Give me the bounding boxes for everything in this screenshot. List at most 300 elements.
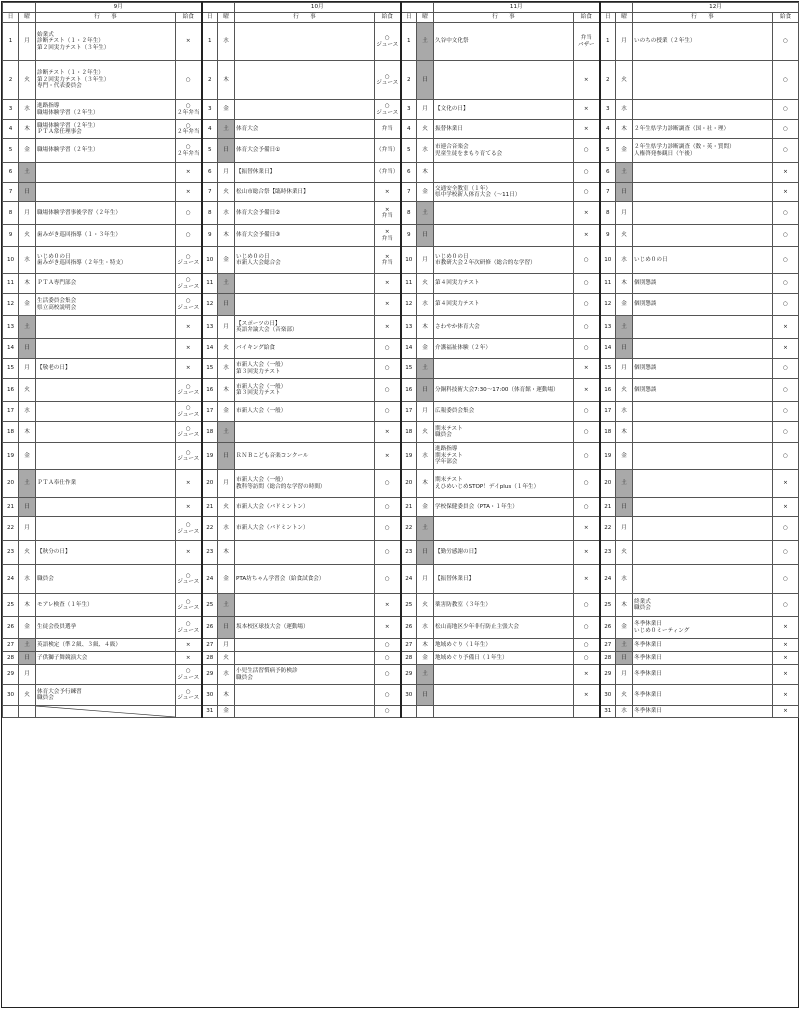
- day-number: 11: [401, 274, 417, 294]
- event-cell: ＰＴＡ奉仕作業: [36, 470, 176, 498]
- day-column-header: 日: [3, 13, 19, 23]
- day-number: 25: [202, 594, 218, 617]
- meal-cell: ○ ジュース: [176, 685, 202, 706]
- day-number: 22: [600, 517, 616, 541]
- event-cell: 冬季休業日: [633, 665, 773, 685]
- meal-cell: ○: [375, 685, 401, 706]
- day-number: 8: [600, 202, 616, 225]
- day-number: 11: [600, 274, 616, 294]
- meal-cell: ○: [375, 565, 401, 594]
- day-number: 15: [3, 359, 19, 379]
- weekday-cell: 金: [417, 498, 434, 517]
- weekday-cell: 金: [218, 247, 235, 274]
- calendar-row: [3, 470, 799, 498]
- calendar-row: [3, 685, 799, 706]
- weekday-cell: 土: [417, 359, 434, 379]
- meal-cell: ○: [773, 541, 799, 565]
- meal-cell: ○: [375, 706, 401, 718]
- event-cell: 薬害防教室（３年生）: [434, 594, 574, 617]
- calendar-row: [3, 339, 799, 359]
- event-cell: 【秋分の日】: [36, 541, 176, 565]
- month-header-dec: 12月: [633, 3, 799, 13]
- weekday-cell: 水: [218, 665, 235, 685]
- event-cell: 【文化の日】: [434, 100, 574, 120]
- weekday-cell: 木: [417, 163, 434, 183]
- event-cell: 個別懇談: [633, 359, 773, 379]
- event-cell: 体育大会: [235, 120, 375, 139]
- weekday-cell: 日: [19, 339, 36, 359]
- meal-cell: ×: [574, 100, 600, 120]
- event-cell: 【敬老の日】: [36, 359, 176, 379]
- event-cell: [36, 665, 176, 685]
- day-number: 11: [202, 274, 218, 294]
- day-number: 26: [401, 617, 417, 639]
- event-cell: 第４回実力テスト: [434, 274, 574, 294]
- event-cell: 市新人大会（バドミントン）: [235, 517, 375, 541]
- day-number: 29: [401, 665, 417, 685]
- day-number: 8: [401, 202, 417, 225]
- weekday-cell: 日: [218, 294, 235, 316]
- meal-cell: ○ ジュース: [176, 379, 202, 402]
- day-number: 21: [401, 498, 417, 517]
- meal-cell: ○ ジュース: [176, 274, 202, 294]
- weekday-cell: 日: [417, 379, 434, 402]
- weekday-cell: 日: [218, 139, 235, 163]
- weekday-cell: 木: [616, 422, 633, 443]
- day-number: 27: [401, 639, 417, 652]
- event-cell: 【振替休業日】: [434, 565, 574, 594]
- meal-cell: ○: [773, 225, 799, 247]
- event-cell: 市新人大会（一般） 教科等訪問（総合的な学習の時間）: [235, 470, 375, 498]
- event-cell: [235, 61, 375, 100]
- event-column-header: 行 事: [633, 13, 773, 23]
- meal-cell: ○: [574, 316, 600, 339]
- calendar-row: [3, 316, 799, 339]
- weekday-cell: 土: [218, 594, 235, 617]
- meal-cell: ×: [574, 359, 600, 379]
- event-cell: 職場体験学習（２年生） ＰＴＡ常任理事会: [36, 120, 176, 139]
- weekday-cell: 土: [19, 470, 36, 498]
- day-number: 6: [401, 163, 417, 183]
- meal-cell: ×: [773, 183, 799, 202]
- meal-cell: ×: [574, 665, 600, 685]
- weekday-cell: 火: [218, 652, 235, 665]
- event-cell: 歯みがき巡回指導（１・３年生）: [36, 225, 176, 247]
- weekday-cell: 月: [616, 359, 633, 379]
- weekday-cell: 木: [218, 379, 235, 402]
- event-cell: 振替休業日: [434, 120, 574, 139]
- meal-cell: ×: [176, 541, 202, 565]
- weekday-cell: 土: [417, 665, 434, 685]
- meal-cell: ×: [773, 706, 799, 718]
- meal-cell: ×: [176, 359, 202, 379]
- meal-cell: ○ ジュース: [176, 294, 202, 316]
- event-cell: [434, 685, 574, 706]
- event-cell: [36, 402, 176, 422]
- meal-cell: ○: [574, 163, 600, 183]
- weekday-cell: 土: [616, 163, 633, 183]
- event-cell: ２年生県学力診断調査（国・社・理）: [633, 120, 773, 139]
- meal-cell: ×: [773, 639, 799, 652]
- column-header-row: [3, 13, 799, 23]
- event-column-header: 行 事: [36, 13, 176, 23]
- meal-column-header: 給食: [773, 13, 799, 23]
- weekday-cell: 水: [218, 359, 235, 379]
- event-cell: [633, 225, 773, 247]
- meal-cell: ×: [176, 470, 202, 498]
- meal-cell: ○: [574, 339, 600, 359]
- weekday-cell: 月: [19, 23, 36, 61]
- meal-cell: ×: [375, 316, 401, 339]
- event-cell: 市新人大会（一般）: [235, 402, 375, 422]
- event-cell: 子供獅子舞競演大会: [36, 652, 176, 665]
- day-number: 23: [3, 541, 19, 565]
- event-cell: [633, 202, 773, 225]
- weekday-cell: [417, 706, 434, 718]
- event-cell: 冬季休業日: [633, 706, 773, 718]
- day-number: 3: [202, 100, 218, 120]
- calendar-row: [3, 139, 799, 163]
- meal-cell: ×: [375, 443, 401, 470]
- event-cell: 小児生活習慣病予防検診 職員会: [235, 665, 375, 685]
- weekday-cell: 月: [616, 665, 633, 685]
- day-number: 9: [202, 225, 218, 247]
- calendar-row: [3, 379, 799, 402]
- day-number: 3: [401, 100, 417, 120]
- calendar-row: [3, 247, 799, 274]
- event-cell: 市連合音楽会 児童生徒をまもり育てる会: [434, 139, 574, 163]
- weekday-cell: 木: [218, 225, 235, 247]
- event-cell: [235, 706, 375, 718]
- meal-cell: ×: [574, 517, 600, 541]
- event-cell: 生徒会役員選挙: [36, 617, 176, 639]
- event-cell: [235, 541, 375, 565]
- event-cell: [434, 61, 574, 100]
- day-number: 5: [3, 139, 19, 163]
- weekday-cell: 木: [218, 541, 235, 565]
- day-number: 12: [202, 294, 218, 316]
- day-number: 21: [3, 498, 19, 517]
- day-number: 28: [3, 652, 19, 665]
- meal-cell: ×: [773, 163, 799, 183]
- weekday-cell: [19, 706, 36, 718]
- weekday-cell: 日: [616, 183, 633, 202]
- meal-cell: ×: [574, 379, 600, 402]
- weekday-cell: 金: [19, 443, 36, 470]
- day-number: 16: [3, 379, 19, 402]
- meal-cell: ○: [375, 359, 401, 379]
- event-cell: 英語検定（準２級、３級、４級）: [36, 639, 176, 652]
- weekday-cell: 月: [19, 202, 36, 225]
- meal-cell: ×: [574, 685, 600, 706]
- day-number: 17: [3, 402, 19, 422]
- day-number: 6: [202, 163, 218, 183]
- day-number: 19: [401, 443, 417, 470]
- meal-cell: ○ ジュース: [176, 422, 202, 443]
- weekday-cell: 土: [616, 639, 633, 652]
- meal-cell: ×: [375, 294, 401, 316]
- event-cell: [235, 100, 375, 120]
- event-cell: いじめ０の日 市教研大会２年次研修（総合的な学習）: [434, 247, 574, 274]
- meal-cell: （弁当）: [375, 163, 401, 183]
- event-cell: 生活委員会集会 県立高校説明会: [36, 294, 176, 316]
- weekday-cell: 金: [19, 294, 36, 316]
- weekday-cell: 木: [19, 274, 36, 294]
- calendar-row: [3, 706, 799, 718]
- weekday-column-header: 曜: [417, 13, 434, 23]
- calendar-row: [3, 61, 799, 100]
- event-cell: 市新人大会（一般） 第３回実力テスト: [235, 359, 375, 379]
- meal-cell: ○: [773, 565, 799, 594]
- meal-cell: ○: [574, 294, 600, 316]
- weekday-cell: 月: [19, 517, 36, 541]
- event-cell: 期末テスト 職員会: [434, 422, 574, 443]
- day-column-header: 日: [600, 13, 616, 23]
- weekday-cell: 水: [417, 294, 434, 316]
- weekday-cell: 日: [417, 225, 434, 247]
- meal-cell: ○: [574, 617, 600, 639]
- weekday-cell: 火: [616, 685, 633, 706]
- meal-cell: ○ ２年弁当: [176, 139, 202, 163]
- event-cell: 市新人大会（一般） 第３回実力テスト: [235, 379, 375, 402]
- weekday-cell: 月: [417, 402, 434, 422]
- weekday-cell: 金: [19, 617, 36, 639]
- weekday-cell: 水: [417, 443, 434, 470]
- weekday-column-header: 曜: [218, 13, 235, 23]
- event-cell: [36, 443, 176, 470]
- day-number: 16: [401, 379, 417, 402]
- day-number: 24: [600, 565, 616, 594]
- meal-cell: ×: [176, 183, 202, 202]
- event-cell: 個別懇談: [633, 379, 773, 402]
- meal-cell: ○ ２年弁当: [176, 120, 202, 139]
- meal-cell: ○: [773, 443, 799, 470]
- weekday-cell: 金: [417, 339, 434, 359]
- meal-cell: ×: [375, 617, 401, 639]
- weekday-cell: 金: [19, 139, 36, 163]
- event-cell: [633, 498, 773, 517]
- event-cell: [434, 706, 574, 718]
- meal-cell: ○ ジュース: [176, 443, 202, 470]
- day-number: 15: [202, 359, 218, 379]
- calendar-row: [3, 594, 799, 617]
- meal-cell: × 弁当: [375, 247, 401, 274]
- day-number: 7: [3, 183, 19, 202]
- weekday-cell: 火: [19, 685, 36, 706]
- meal-cell: ○: [574, 402, 600, 422]
- weekday-cell: 水: [218, 23, 235, 61]
- weekday-cell: 月: [616, 202, 633, 225]
- meal-cell: ×: [574, 225, 600, 247]
- weekday-cell: 金: [616, 294, 633, 316]
- calendar-row: [3, 665, 799, 685]
- weekday-cell: 木: [218, 685, 235, 706]
- weekday-cell: 木: [19, 422, 36, 443]
- event-cell: [434, 163, 574, 183]
- weekday-cell: 月: [218, 639, 235, 652]
- meal-cell: ○: [574, 274, 600, 294]
- meal-cell: （弁当）: [375, 139, 401, 163]
- meal-cell: ×: [375, 183, 401, 202]
- day-number: 22: [3, 517, 19, 541]
- day-number: 28: [401, 652, 417, 665]
- weekday-cell: 木: [417, 639, 434, 652]
- weekday-cell: 日: [19, 183, 36, 202]
- meal-cell: ○: [574, 139, 600, 163]
- event-cell: [633, 61, 773, 100]
- weekday-cell: 金: [616, 443, 633, 470]
- day-number: 12: [600, 294, 616, 316]
- event-cell: [633, 517, 773, 541]
- weekday-cell: 水: [417, 139, 434, 163]
- meal-cell: ×: [375, 594, 401, 617]
- weekday-cell: 土: [417, 202, 434, 225]
- day-number: 15: [600, 359, 616, 379]
- day-number: [3, 706, 19, 718]
- calendar-row: [3, 163, 799, 183]
- event-cell: いじめ０の日: [633, 247, 773, 274]
- event-cell: [633, 470, 773, 498]
- weekday-cell: 火: [616, 379, 633, 402]
- day-number: 27: [600, 639, 616, 652]
- weekday-cell: 火: [417, 120, 434, 139]
- day-number: 23: [401, 541, 417, 565]
- day-number: 6: [600, 163, 616, 183]
- calendar-table: [2, 2, 799, 718]
- day-number: 23: [600, 541, 616, 565]
- meal-cell: ○: [375, 541, 401, 565]
- day-number: 28: [202, 652, 218, 665]
- meal-cell: ○: [574, 443, 600, 470]
- calendar-row: [3, 183, 799, 202]
- calendar-row: [3, 100, 799, 120]
- calendar-row: [3, 402, 799, 422]
- meal-cell: ○: [176, 225, 202, 247]
- meal-cell: ×: [773, 339, 799, 359]
- meal-cell: ○ ジュース: [176, 247, 202, 274]
- meal-cell: ○ ジュース: [176, 402, 202, 422]
- event-cell: いじめ０の日 歯みがき巡回指導（２年生・特支）: [36, 247, 176, 274]
- day-number: 10: [600, 247, 616, 274]
- weekday-cell: 月: [417, 565, 434, 594]
- event-cell: 市新人大会（バドミントン）: [235, 498, 375, 517]
- day-number: 2: [600, 61, 616, 100]
- day-number: 3: [3, 100, 19, 120]
- meal-cell: ×: [574, 61, 600, 100]
- empty-day-diagonal: [36, 706, 175, 717]
- event-cell: ＰＴＡ専門部会: [36, 274, 176, 294]
- meal-cell: ○: [375, 652, 401, 665]
- calendar-row: [3, 202, 799, 225]
- weekday-cell: 土: [218, 274, 235, 294]
- event-cell: [434, 202, 574, 225]
- event-cell: 松山市総合祭【臨時休業日】: [235, 183, 375, 202]
- day-number: 26: [202, 617, 218, 639]
- weekday-cell: 日: [616, 339, 633, 359]
- meal-cell: × 弁当: [375, 202, 401, 225]
- meal-cell: ○: [375, 470, 401, 498]
- month-header-blank: [600, 3, 633, 13]
- weekday-cell: 金: [616, 139, 633, 163]
- weekday-cell: 水: [616, 402, 633, 422]
- meal-cell: ○: [773, 517, 799, 541]
- event-cell: [434, 359, 574, 379]
- day-number: 4: [202, 120, 218, 139]
- weekday-cell: 月: [616, 517, 633, 541]
- meal-cell: ×: [773, 498, 799, 517]
- meal-cell: ×: [375, 274, 401, 294]
- meal-cell: ○: [574, 247, 600, 274]
- day-number: 25: [401, 594, 417, 617]
- day-number: 29: [3, 665, 19, 685]
- event-cell: 進路指導 期末テスト 学年部会: [434, 443, 574, 470]
- event-cell: [633, 163, 773, 183]
- meal-cell: ×: [176, 498, 202, 517]
- weekday-cell: 日: [218, 617, 235, 639]
- event-cell: 【スポーツの日】 英語弁論大会（音楽部）: [235, 316, 375, 339]
- weekday-cell: 火: [19, 541, 36, 565]
- event-cell: [235, 652, 375, 665]
- day-number: 16: [202, 379, 218, 402]
- event-column-header: 行 事: [235, 13, 375, 23]
- calendar-row: [3, 498, 799, 517]
- meal-cell: ○ ジュース: [176, 617, 202, 639]
- weekday-cell: 木: [616, 594, 633, 617]
- weekday-cell: 木: [616, 120, 633, 139]
- event-cell: [235, 23, 375, 61]
- event-cell: [633, 183, 773, 202]
- day-column-header: 日: [202, 13, 218, 23]
- weekday-cell: 日: [616, 498, 633, 517]
- meal-cell: ○: [574, 422, 600, 443]
- event-cell: [434, 517, 574, 541]
- weekday-cell: 土: [616, 470, 633, 498]
- weekday-cell: 水: [616, 100, 633, 120]
- meal-cell: [176, 706, 202, 718]
- day-number: 28: [600, 652, 616, 665]
- day-number: 9: [401, 225, 417, 247]
- month-header-blank: [202, 3, 235, 13]
- meal-cell: ○ ジュース: [375, 100, 401, 120]
- weekday-cell: 土: [19, 316, 36, 339]
- meal-cell: ○: [375, 639, 401, 652]
- weekday-cell: 火: [417, 274, 434, 294]
- event-cell: 体育大会予備日③: [235, 225, 375, 247]
- meal-cell: ○: [574, 498, 600, 517]
- day-number: 1: [401, 23, 417, 61]
- event-cell: 松山南地区少年非行防止主張大会: [434, 617, 574, 639]
- weekday-cell: 土: [19, 639, 36, 652]
- weekday-cell: 木: [417, 470, 434, 498]
- event-cell: [633, 565, 773, 594]
- day-number: 19: [600, 443, 616, 470]
- event-cell: さわやか体育大会: [434, 316, 574, 339]
- event-cell: 個別懇談: [633, 294, 773, 316]
- meal-cell: 弁当 バザー: [574, 23, 600, 61]
- event-cell: [36, 316, 176, 339]
- day-number: 1: [202, 23, 218, 61]
- meal-cell: ×: [176, 339, 202, 359]
- meal-column-header: 給食: [375, 13, 401, 23]
- event-cell: [633, 339, 773, 359]
- month-header-blank: [401, 3, 434, 13]
- event-cell: 職場体験学習事後学習（２年生）: [36, 202, 176, 225]
- meal-cell: ×: [176, 652, 202, 665]
- day-number: 5: [401, 139, 417, 163]
- day-number: 9: [600, 225, 616, 247]
- event-cell: [36, 498, 176, 517]
- weekday-cell: 火: [19, 61, 36, 100]
